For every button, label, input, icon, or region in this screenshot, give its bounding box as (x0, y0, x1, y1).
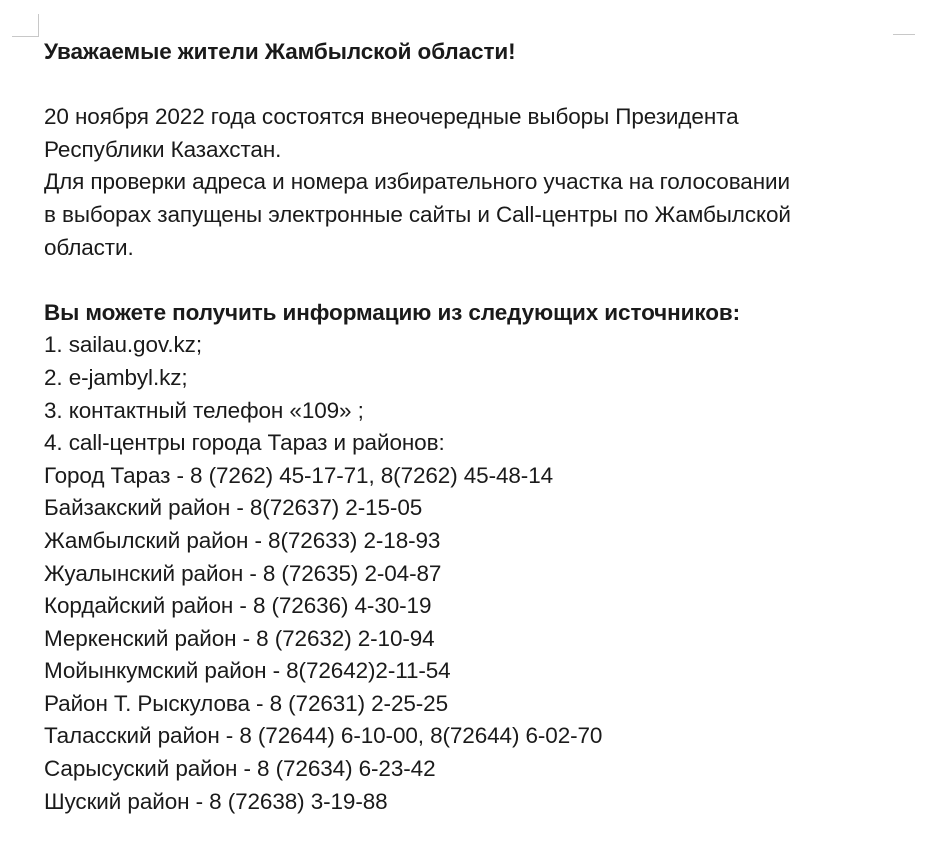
blank-line (44, 264, 914, 297)
source-item: 3. контактный телефон «109» ; (44, 397, 364, 423)
contact-line: Мойынкумский район - 8(72642)2-11-54 (44, 658, 451, 684)
page-corner-mark-left (12, 14, 39, 37)
contact-line: Жуалынский район - 8 (72635) 2-04-87 (44, 560, 442, 586)
contact-line: Меркенский район - 8 (72632) 2-10-94 (44, 625, 435, 651)
paragraph-line: Для проверки адреса и номера избирательного участка на голосовании (44, 169, 790, 195)
document-page (44, 36, 914, 818)
contact-line: Жамбылский район - 8(72633) 2-18-93 (44, 527, 441, 553)
paragraph-line: в выборах запущены электронные сайты и Call-центры по Жамбылской (44, 201, 791, 227)
source-item: 2. e-jambyl.kz; (44, 364, 188, 390)
contact-line: Сарысуский район - 8 (72634) 6-23-42 (44, 756, 436, 782)
contact-line: Байзакский район - 8(72637) 2-15-05 (44, 495, 423, 521)
contact-line: Таласский район - 8 (72644) 6-10-00, 8(72644) 6-02-70 (44, 723, 603, 749)
source-item: 1. sailau.gov.kz; (44, 332, 202, 358)
document-heading: Уважаемые жители Жамбылской области! (44, 39, 516, 64)
contact-line: Кордайский район - 8 (72636) 4-30-19 (44, 593, 432, 619)
contact-line: Шуский район - 8 (72638) 3-19-88 (44, 788, 388, 814)
contact-line: Город Тараз - 8 (7262) 45-17-71, 8(7262) 45-48-14 (44, 462, 554, 488)
blank-line (44, 69, 914, 102)
page-corner-mark-right (893, 34, 915, 35)
sources-heading: Вы можете получить информацию из следующих источников: (44, 299, 740, 325)
paragraph-line: Республики Казахстан. (44, 136, 282, 162)
paragraph-line: 20 ноября 2022 года состоятся внеочередные выборы Президента (44, 104, 739, 130)
contact-line: Район Т. Рыскулова - 8 (72631) 2-25-25 (44, 690, 448, 716)
paragraph-line: области. (44, 234, 134, 260)
source-item: 4. call-центры города Тараз и районов: (44, 430, 445, 456)
